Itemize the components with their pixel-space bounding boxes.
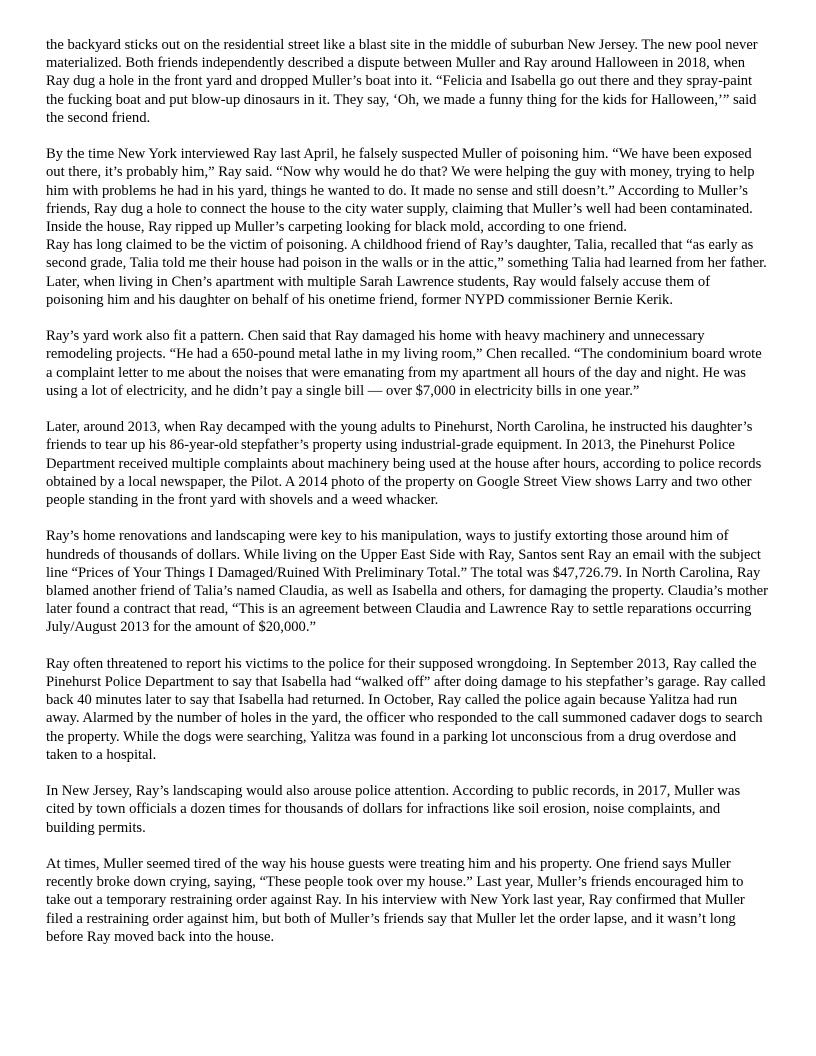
paragraph-new-jersey-citations: In New Jersey, Ray’s landscaping would also arouse police attention. According to public records, in 2017, Muller was cited by town officials a dozen times for thousands of dollars for infractions like soil erosion, noise complaints, and building permits. xyxy=(46,783,741,836)
paragraph-police-reports: Ray often threatened to report his victims to the police for their supposed wrongdoing. In September 2013, Ray called the Pinehurst Police Department to say that Isabella had “walked off” after doing damage to his stepfather’s garage. Ray called back 40 minutes later to say that Isabella had returned. In October, Ray called the police again because Yalitza had run away. Alarmed by the number of holes in the yard, the officer who responded to the call summoned cadaver dogs to search the property. While the dogs were searching, Yalitza was found in a parking lot unconscious from a drug overdose and taken to a hospital. xyxy=(46,655,766,763)
document-page xyxy=(46,36,770,964)
paragraph-restraining-order: At times, Muller seemed tired of the way his house guests were treating him and his property. One friend says Muller recently broke down crying, saying, “These people took over my house.” Last year, Muller’s friends encouraged him to take out a temporary restraining order against Ray. In his interview with New York last year, Ray confirmed that Muller filed a restraining order against him, but both of Muller’s friends say that Muller let the order lapse, and it wasn’t long before Ray moved back into the house. xyxy=(46,856,745,945)
paragraph-extortion: Ray’s home renovations and landscaping were key to his manipulation, ways to justify extorting those around him of hundreds of thousands of dollars. While living on the Upper East Side with Ray, Santos sent Ray an email with the subject line “Prices of Your Things I Damaged/Ruined With Preliminary Total.” The total was $47,726.79. In North Carolina, Ray blamed another friend of Talia’s named Claudia, as well as Isabella and others, for damaging the property. Claudia’s mother later found a contract that read, “This is an agreement between Claudia and Lawrence Ray to settle reparations occurring July/August 2013 for the amount of $20,000.” xyxy=(46,528,768,636)
paragraph-poisoning-history: Ray has long claimed to be the victim of poisoning. A childhood friend of Ray’s daughter, Talia, recalled that “as early as second grade, Talia told me their house had poison in the walls or in the attic,” something Talia had learned from her father. Later, when living in Chen’s apartment with multiple Sarah Lawrence students, Ray would falsely accuse them of poisoning him and his daughter on behalf of his onetime friend, former NYPD commissioner Bernie Kerik. xyxy=(46,237,767,308)
paragraph-halloween-boat: the backyard sticks out on the residential street like a blast site in the middle of suburban New Jersey. The new pool never materialized. Both friends independently described a dispute between Muller and Ray around Halloween in 2018, when Ray dug a hole in the front yard and dropped Muller’s boat into it. “Felicia and Isabella go out there and they spray-paint the fucking boat and put blow-up dinosaurs in it. They say, ‘Oh, we made a funny thing for the kids for Halloween,’” said the second friend. xyxy=(46,37,758,126)
paragraph-poisoning-suspicion: By the time New York interviewed Ray last April, he falsely suspected Muller of poisoning him. “We have been exposed out there, it’s probably him,” Ray said. “Now why would he do that? We were helping the guy with money, trying to help him with problems he had in his yard, things he wanted to do. It made no sense and still doesn’t.” According to Muller’s friends, Ray dug a hole to connect the house to the city water supply, claiming that Muller’s well had been contaminated. Inside the house, Ray ripped up Muller’s carpeting looking for black mold, according to one friend. xyxy=(46,146,755,236)
paragraph-pinehurst: Later, around 2013, when Ray decamped with the young adults to Pinehurst, North Carolina, he instructed his daughter’s friends to tear up his 86-year-old stepfather’s property using industrial-grade equipment. In 2013, the Pinehurst Police Department received multiple complaints about machinery being used at the house after hours, according to police records obtained by a local newspaper, the Pilot. A 2014 photo of the property on Google Street View shows Larry and two other people standing in the front yard with shovels and a weed whacker. xyxy=(46,419,762,509)
paragraph-yard-work-pattern: Ray’s yard work also fit a pattern. Chen said that Ray damaged his home with heavy machinery and unnecessary remodeling projects. “He had a 650-pound metal lathe in my living room,” Chen recalled. “The condominium board wrote a complaint letter to me about the noises that were emanating from my apartment all hours of the day and night. He was using a lot of electricity, and he didn’t pay a single bill — over $7,000 in electricity bills in one year.” xyxy=(46,328,762,399)
